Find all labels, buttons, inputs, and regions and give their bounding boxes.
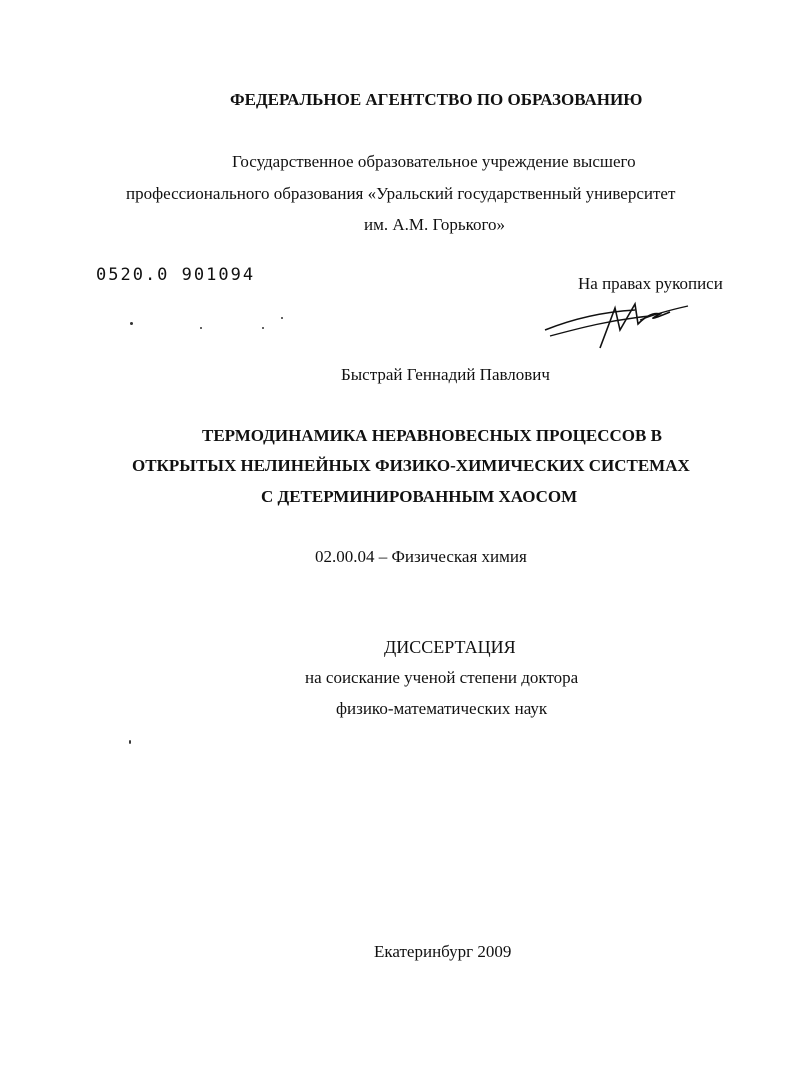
title-line-1: ТЕРМОДИНАМИКА НЕРАВНОВЕСНЫХ ПРОЦЕССОВ В: [202, 426, 662, 445]
institution-line-2: профессионального образования «Уральский государственный университет: [126, 184, 676, 203]
scan-speck: [130, 322, 133, 325]
scan-speck: [281, 317, 283, 319]
scan-speck: [129, 740, 131, 744]
title-line-2: ОТКРЫТЫХ НЕЛИНЕЙНЫХ ФИЗИКО-ХИМИЧЕСКИХ СИСТЕМАХ: [132, 456, 690, 475]
place-year: Екатеринбург 2009: [374, 942, 512, 961]
title-line-3: С ДЕТЕРМИНИРОВАННЫМ ХАОСОМ: [261, 487, 578, 506]
rights-note: На правах рукописи: [578, 274, 723, 293]
handwritten-signature-icon: [540, 290, 690, 350]
scan-speck: [262, 327, 264, 329]
institution-line-3: им. А.М. Горького»: [364, 215, 506, 234]
degree-line-2: физико-математических наук: [336, 699, 548, 718]
institution-line-1: Государственное образовательное учреждение высшего: [232, 152, 636, 171]
registry-number: 0520.0 901094: [96, 265, 256, 285]
author-name: Быстрай Геннадий Павлович: [341, 365, 550, 384]
specialty-code: 02.00.04 – Физическая химия: [315, 547, 527, 566]
degree-line-1: на соискание ученой степени доктора: [305, 668, 579, 687]
scan-speck: [200, 327, 202, 329]
agency-heading: ФЕДЕРАЛЬНОЕ АГЕНТСТВО ПО ОБРАЗОВАНИЮ: [230, 90, 643, 109]
document-type: ДИССЕРТАЦИЯ: [384, 637, 516, 657]
